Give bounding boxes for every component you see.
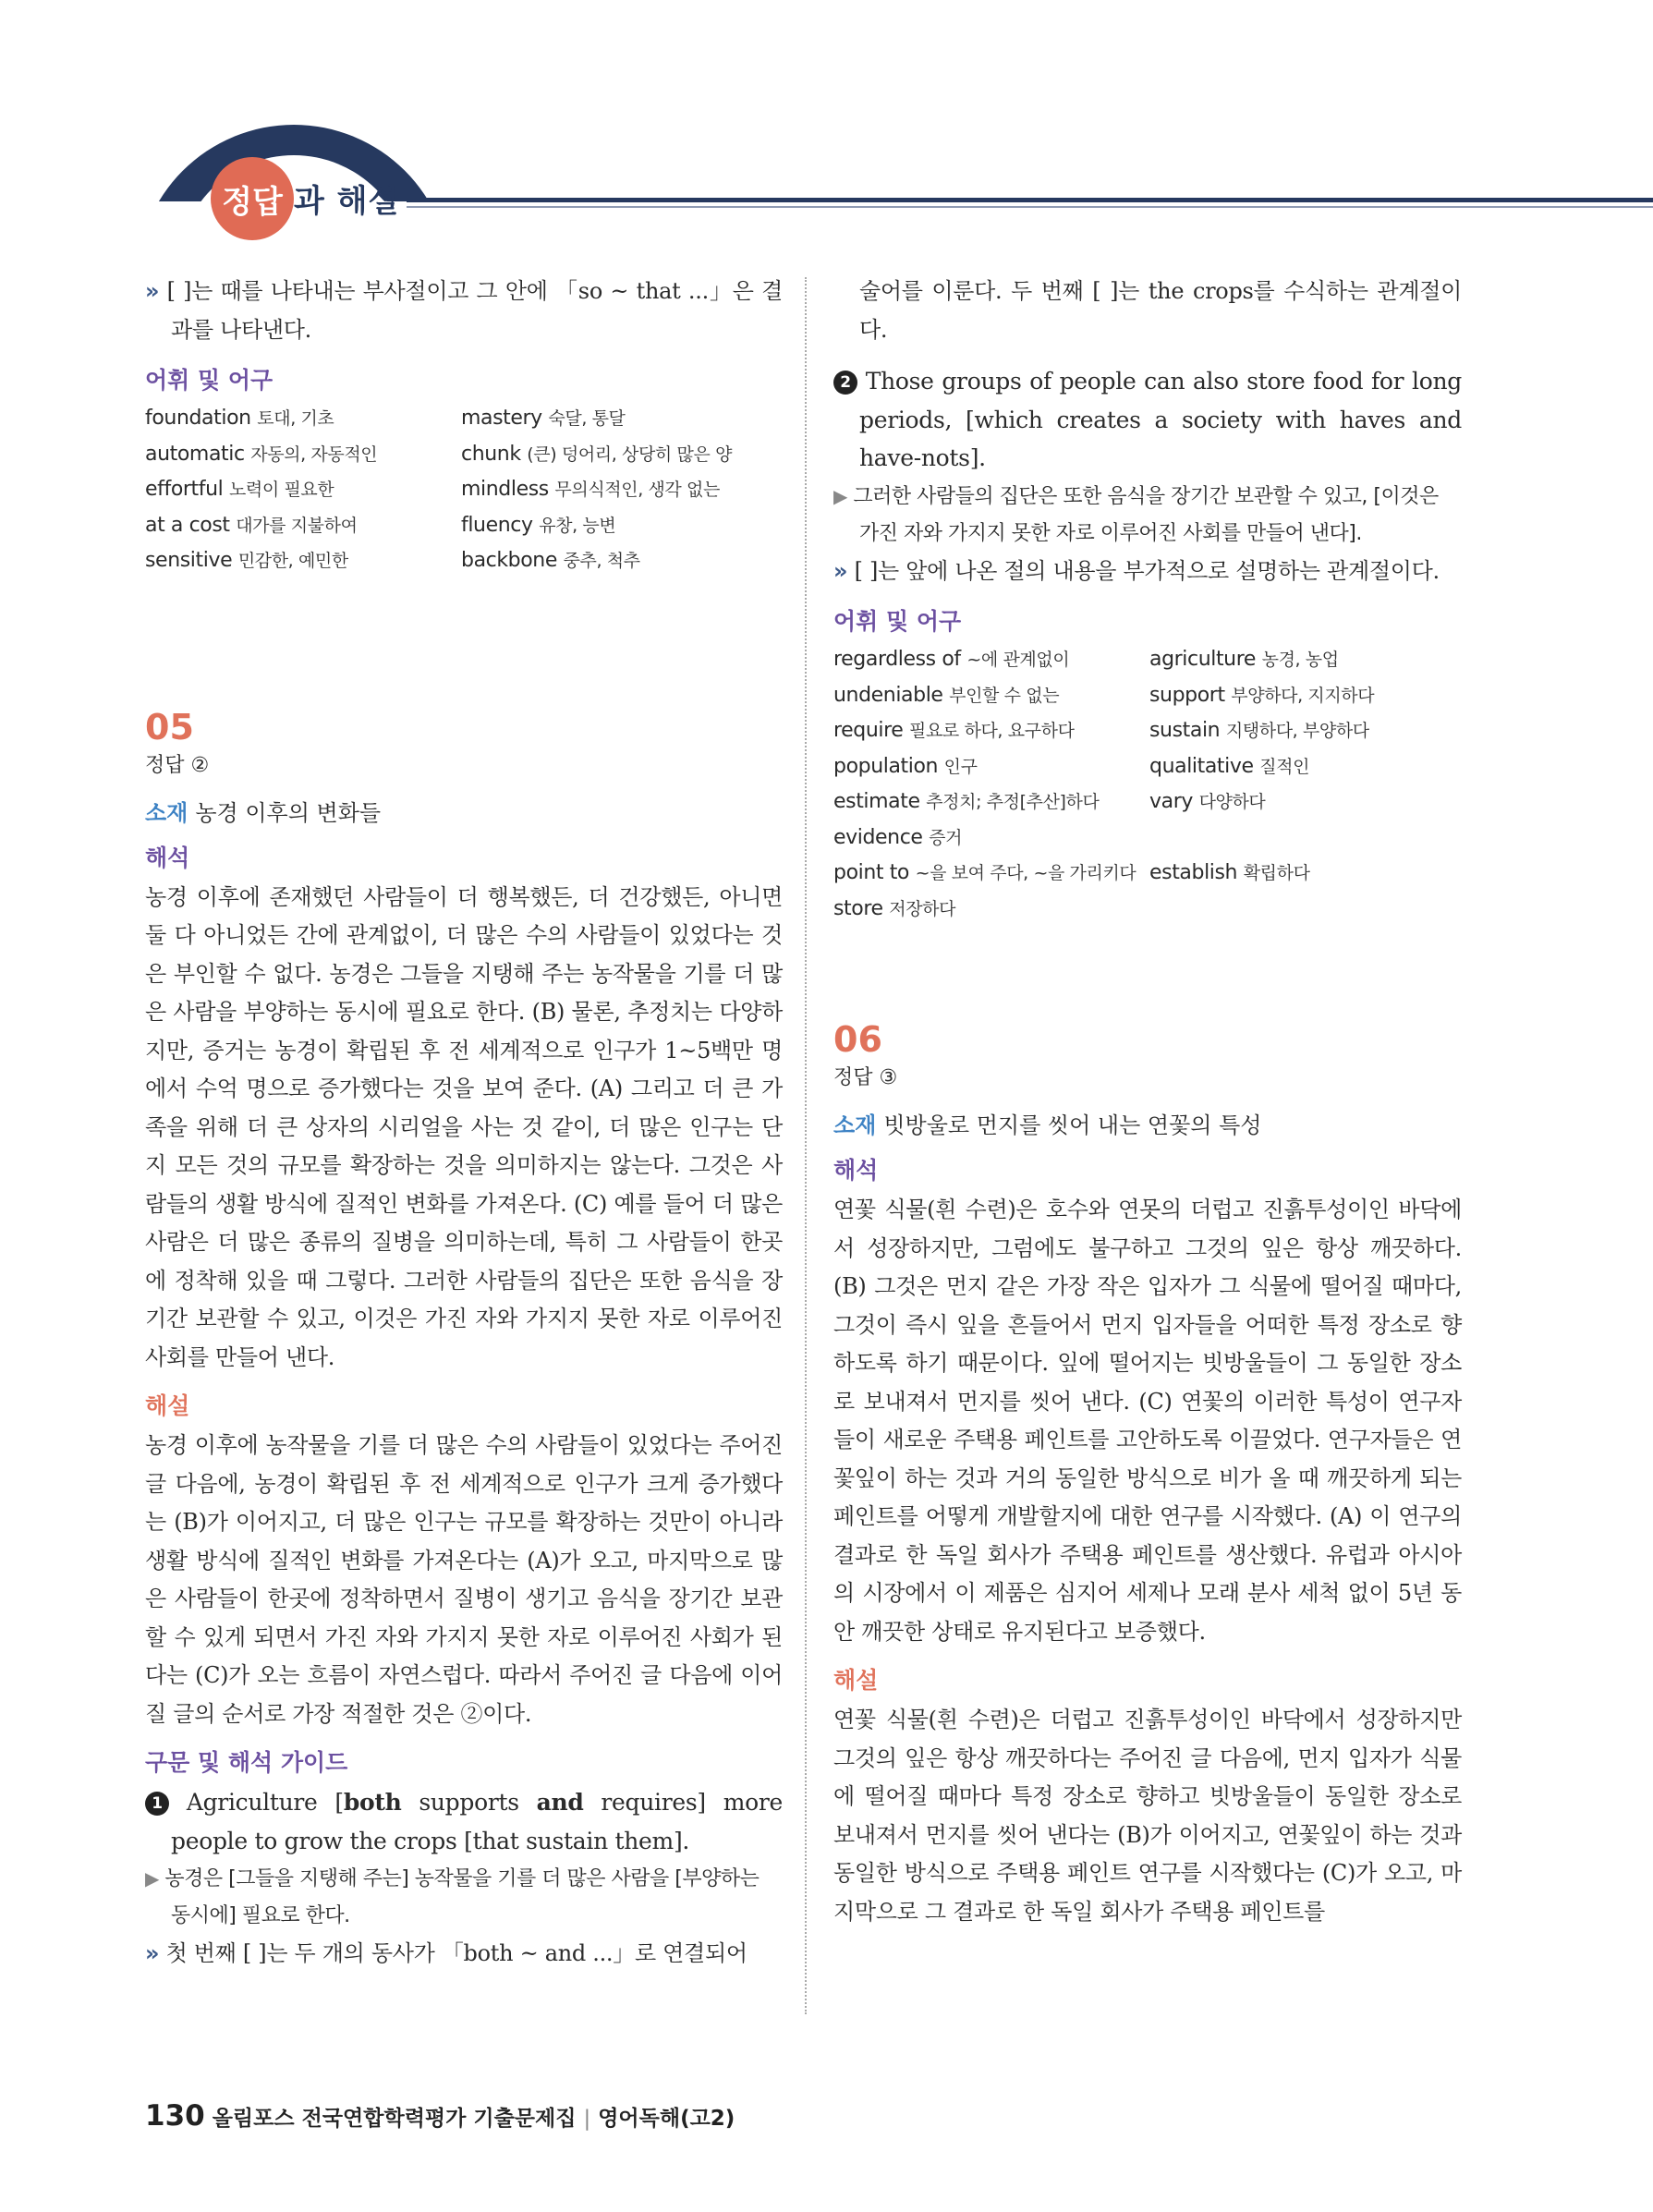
vocab-item: [1149, 892, 1462, 928]
vocab-item: mastery 숙달, 통달: [461, 407, 626, 430]
guide-note-2: » [ ]는 앞에 나온 절의 내용을 부가적으로 설명하는 관계절이다.: [833, 557, 1440, 584]
number-2-icon: 2: [833, 371, 857, 395]
vocab-item: require 필요로 하다, 요구하다: [833, 719, 1075, 742]
vocab-item: vary 다양하다: [1149, 790, 1266, 813]
footer-separator: |: [583, 2107, 591, 2131]
guide-translation-2: ▶ 그러한 사람들의 집단은 또한 음식을 장기간 보관할 수 있고, [이것은 가진 자와 가지지 못한 자로 이루어진 사회를 만들어 낸다].: [833, 484, 1439, 545]
vocab-item: automatic 자동의, 자동적인: [145, 442, 378, 466]
vocab-list: [833, 642, 1462, 927]
vocab-item: sustain 지탱하다, 부양하다: [1149, 719, 1369, 742]
vocab-item: evidence 증거: [833, 825, 963, 849]
translation-text: 농경 이후에 존재했던 사람들이 더 행복했든, 더 건강했든, 아니면 둘 다 아니었든 간에 관계없이, 더 많은 수의 사람들이 있었다는 것은 부인할 수 없다. 농경은 그들을 지탱해 주는 농작물을 기를 더 많은 사람을 부양하는 동시에 필요로 한다. (B) 물론, 추정치는 다양하지만, 증거는 농경이 확립된 후 전 세계적으로 인구가 1~5백만 명에서 수억 명으로 증가했다는 것을 보여 준다. (A) 그리고 더 큰 가족을 위해 더 큰 상자의 시리얼을 사는 것 같이, 더 많은 인구는 단지 모든 것의 규모를 확장하는 것을 의미하지는 않는다. 그것은 사람들의 생활 방식에 질적인 변화를 가져온다. (C) 예를 들어 더 많은 사람은 더 많은 종류의 질병을 의미하는데, 특히 그 사람들이 한곳에 정착해 있을 때 그렇다. 그러한 사람들의 집단은 또한 음식을 장기간 보관할 수 있고, 이것은 가진 자와 가지지 못한 자로 이루어진 사회를 만들어 낸다.: [145, 883, 783, 1370]
explanation-text: 농경 이후에 농작물을 기를 더 많은 수의 사람들이 있었다는 주어진 글 다음에, 농경이 확립된 후 전 세계적으로 인구가 크게 증가했다는 (B)가 이어지고, 더 많은 인구는 규모를 확장하는 것만이 아니라 생활 방식에 질적인 변화를 가져온다는 (A)가 오고, 마지막으로 많은 사람들이 한곳에 정착하면서 질병이 생기고 음식을 장기간 보관할 수 있게 되면서 가진 자와 가지지 못한 자로 이루어진 사회가 된다는 (C)가 오는 흐름이 자연스럽다. 따라서 주어진 글 다음에 이어질 글의 순서로 가장 적절한 것은 ②이다.: [145, 1432, 783, 1727]
guide-note-1: » 첫 번째 [ ]는 두 개의 동사가 「both ~ and ...」로 연결되어: [145, 1940, 747, 1966]
header-badge: 정답: [211, 157, 294, 240]
subject: 영어독해(고2): [598, 2107, 735, 2131]
triangle-icon: ▶: [145, 1867, 159, 1890]
guide-translation-1: ▶ 농경은 [그들을 지탱해 주는] 농작물을 기를 더 많은 사람을 [부양하는 동시에] 필요로 한다.: [145, 1867, 760, 1927]
guide-sentence-1: 1 Agriculture [both supports and requires] more people to grow the crops [that sustain them].: [145, 1783, 783, 1860]
vocab-item: chunk (큰) 덩어리, 상당히 많은 양: [461, 442, 733, 466]
vocab-item: at a cost 대가를 지불하여: [145, 513, 358, 537]
vocab-item: sensitive 민감한, 예민한: [145, 549, 348, 572]
vocab-item: establish 확립하다: [1149, 861, 1310, 884]
translation-heading: 해석: [145, 844, 190, 871]
vocab-item: store 저장하다: [833, 896, 956, 920]
header-title: 과 해설: [294, 183, 400, 220]
double-arrow-icon: »: [833, 557, 848, 584]
translation-heading: 해석: [833, 1157, 879, 1184]
vocab-item: [1149, 820, 1462, 857]
top-note: » [ ]는 때를 나타내는 부사절이고 그 안에 「so ~ that ...」은 결과를 나타낸다.: [145, 278, 783, 343]
double-arrow-icon: »: [145, 1940, 160, 1966]
book-title: 올림포스 전국연합학력평가 기출문제집: [212, 2107, 577, 2131]
vocab-item: qualitative 질적인: [1149, 754, 1310, 778]
page-number: 130: [145, 2099, 205, 2133]
question-number: 05: [145, 706, 194, 747]
question-number: 06: [833, 1019, 882, 1060]
topic: 소재 농경 이후의 변화들: [145, 799, 382, 826]
topic: 소재 빗방울로 먼지를 씻어 내는 연꽃의 특성: [833, 1112, 1262, 1138]
explanation-heading: 해설: [145, 1392, 190, 1419]
vocab-list: [145, 401, 783, 579]
number-1-icon: 1: [145, 1792, 169, 1816]
vocab-item: estimate 추정치; 추정[추산]하다: [833, 790, 1100, 813]
vocab-item: effortful 노력이 필요한: [145, 478, 334, 501]
translation-text: 연꽃 식물(흰 수련)은 호수와 연못의 더럽고 진흙투성이인 바닥에서 성장하지만, 그럼에도 불구하고 그것의 잎은 항상 깨끗하다. (B) 그것은 먼지 같은 가장 작은 입자가 그 식물에 떨어질 때마다, 그것이 즉시 잎을 흔들어서 먼지 입자들을 어떠한 특정 장소로 향하도록 하기 때문이다. 잎에 떨어지는 빗방울들이 그 동일한 장소로 보내져서 먼지를 씻어 낸다. (C) 연꽃의 이러한 특성이 연구자들이 새로운 주택용 페인트를 고안하도록 이끌었다. 연구자들은 연꽃잎이 하는 것과 거의 동일한 방식으로 비가 올 때 깨끗하게 되는 페인트를 어떻게 개발할지에 대한 연구를 시작했다. (A) 이 연구의 결과로 한 독일 회사가 주택용 페인트를 생산했다. 유럽과 아시아의 시장에서 이 제품은 심지어 세제나 모래 분사 세척 없이 5년 동안 깨끗한 상태로 유지된다고 보증했다.: [833, 1197, 1462, 1645]
right-column: [833, 273, 1462, 1931]
vocab-item: fluency 유창, 능변: [461, 513, 616, 537]
header-rule-thin: [407, 206, 1653, 208]
guide-heading: 구문 및 해석 가이드: [145, 1749, 348, 1776]
vocab-heading: 어휘 및 어구: [833, 608, 962, 635]
header-rule: [407, 198, 1653, 202]
left-column: [145, 273, 783, 1974]
vocab-item: mindless 무의식적인, 생각 없는: [461, 478, 720, 501]
guide-sentence-2: 2 Those groups of people can also store food for long periods, [which creates a society with haves and have-nots].: [833, 362, 1462, 478]
vocab-item: undeniable 부인할 수 없는: [833, 683, 1060, 707]
column-divider: [805, 277, 807, 2014]
vocab-item: population 인구: [833, 754, 978, 778]
answer: 정답 ②: [145, 753, 210, 777]
vocab-item: foundation 토대, 기초: [145, 407, 334, 430]
explanation-text: 연꽃 식물(흰 수련)은 더럽고 진흙투성이인 바닥에서 성장하지만 그것의 잎은 항상 깨끗하다는 주어진 글 다음에, 먼지 입자가 식물에 떨어질 때마다 특정 장소로 향하고 빗방울들이 동일한 장소로 보내져서 먼지를 씻어 낸다는 (B)가 이어지고, 연꽃잎이 하는 것과 동일한 방식으로 주택용 페인트 연구를 시작했다는 (C)가 오고, 마지막으로 그 결과로 한 독일 회사가 주택용 페인트를: [833, 1707, 1462, 1925]
double-arrow-icon: »: [145, 278, 160, 304]
answer: 정답 ③: [833, 1066, 898, 1089]
footer: [145, 2099, 735, 2133]
explanation-heading: 해설: [833, 1667, 879, 1694]
vocab-item: point to ~을 보여 주다, ~을 가리키다: [833, 861, 1136, 884]
vocab-item: agriculture 농경, 농업: [1149, 648, 1339, 671]
guide-note-1-cont: 술어를 이룬다. 두 번째 [ ]는 the crops를 수식하는 관계절이다.: [859, 278, 1462, 343]
triangle-icon: ▶: [833, 484, 847, 507]
vocab-item: support 부양하다, 지지하다: [1149, 683, 1375, 707]
vocab-heading: 어휘 및 어구: [145, 367, 273, 394]
vocab-item: regardless of ~에 관계없이: [833, 648, 1070, 671]
vocab-item: backbone 중추, 척추: [461, 549, 640, 572]
